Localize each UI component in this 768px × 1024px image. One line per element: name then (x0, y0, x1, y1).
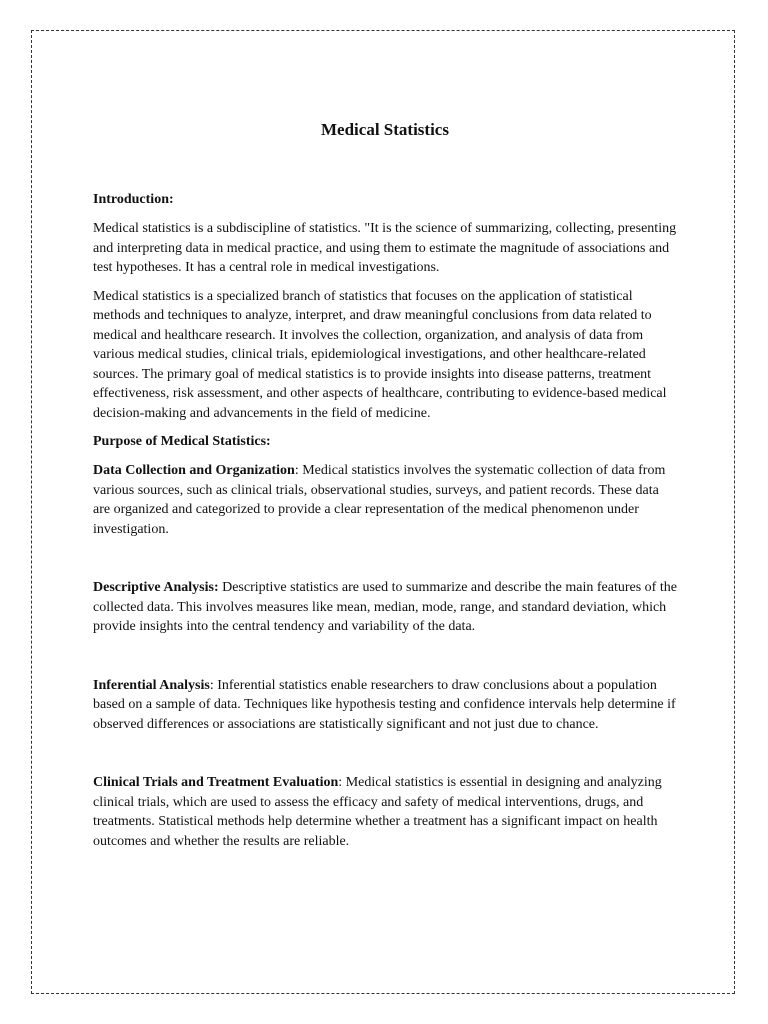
document-body (93, 118, 677, 860)
purpose-item-text: Medical statistics involves the systematic collection of data from various sources, such as clinical trials, observational studies, surveys, and patient records. These data are organized and categorized to provide a clear representation of the medical phenomenon under investigation. (93, 463, 666, 537)
purpose-item-data-collection (93, 461, 677, 539)
document-title: Medical Statistics (321, 120, 449, 139)
purpose-heading: Purpose of Medical Statistics: (93, 434, 271, 449)
introduction-heading: Introduction: (93, 192, 174, 207)
purpose-item-text: Medical statistics is essential in designing and analyzing clinical trials, which are used to assess the efficacy and safety of medical interventions, drugs, and treatments. Statistical methods help determine whether a treatment has a significant impact on health outcomes and whether the results are reliable. (93, 775, 662, 849)
purpose-item-term: Data Collection and Organization (93, 463, 295, 478)
purpose-item-term: Descriptive Analysis: (93, 580, 219, 595)
purpose-item-clinical-trials (93, 773, 677, 851)
purpose-item-inferential-analysis (93, 676, 677, 735)
introduction-paragraph-2: Medical statistics is a specialized branch of statistics that focuses on the application of statistical methods and techniques to analyze, interpret, and draw meaningful conclusions from data related to medical and healthcare research. It involves the collection, organization, and analysis of data from various medical studies, clinical trials, epidemiological investigations, and other healthcare-related sources. The primary goal of medical statistics is to provide insights into disease patterns, treatment effectiveness, risk assessment, and other aspects of healthcare, contributing to evidence-based medical decision-making and advancements in the field of medicine. (93, 288, 667, 421)
purpose-item-text: Descriptive statistics are used to summarize and describe the main features of the collected data. This involves measures like mean, median, mode, range, and standard deviation, which provide insights into the central tendency and variability of the data. (93, 580, 677, 634)
purpose-item-term: Clinical Trials and Treatment Evaluation (93, 775, 339, 790)
introduction-paragraph-1: Medical statistics is a subdiscipline of statistics. "It is the science of summarizing, collecting, presenting and interpreting data in medical practice, and using them to estimate the magnitude of associations and test hypotheses. It has a central role in medical investigations. (93, 221, 677, 275)
purpose-item-separator: : (338, 775, 346, 790)
purpose-item-separator: : (209, 677, 218, 693)
purpose-item-text: Inferential statistics enable researchers to draw conclusions about a population based on a sample of data. Techniques like hypothesis testing and confidence intervals help determine if observed differences or associations are statistically significant and not just due to chance. (93, 677, 676, 732)
purpose-item-descriptive-analysis (93, 578, 677, 637)
purpose-item-separator: : (294, 463, 303, 478)
purpose-item-term: Inferential Analysis (93, 677, 210, 693)
